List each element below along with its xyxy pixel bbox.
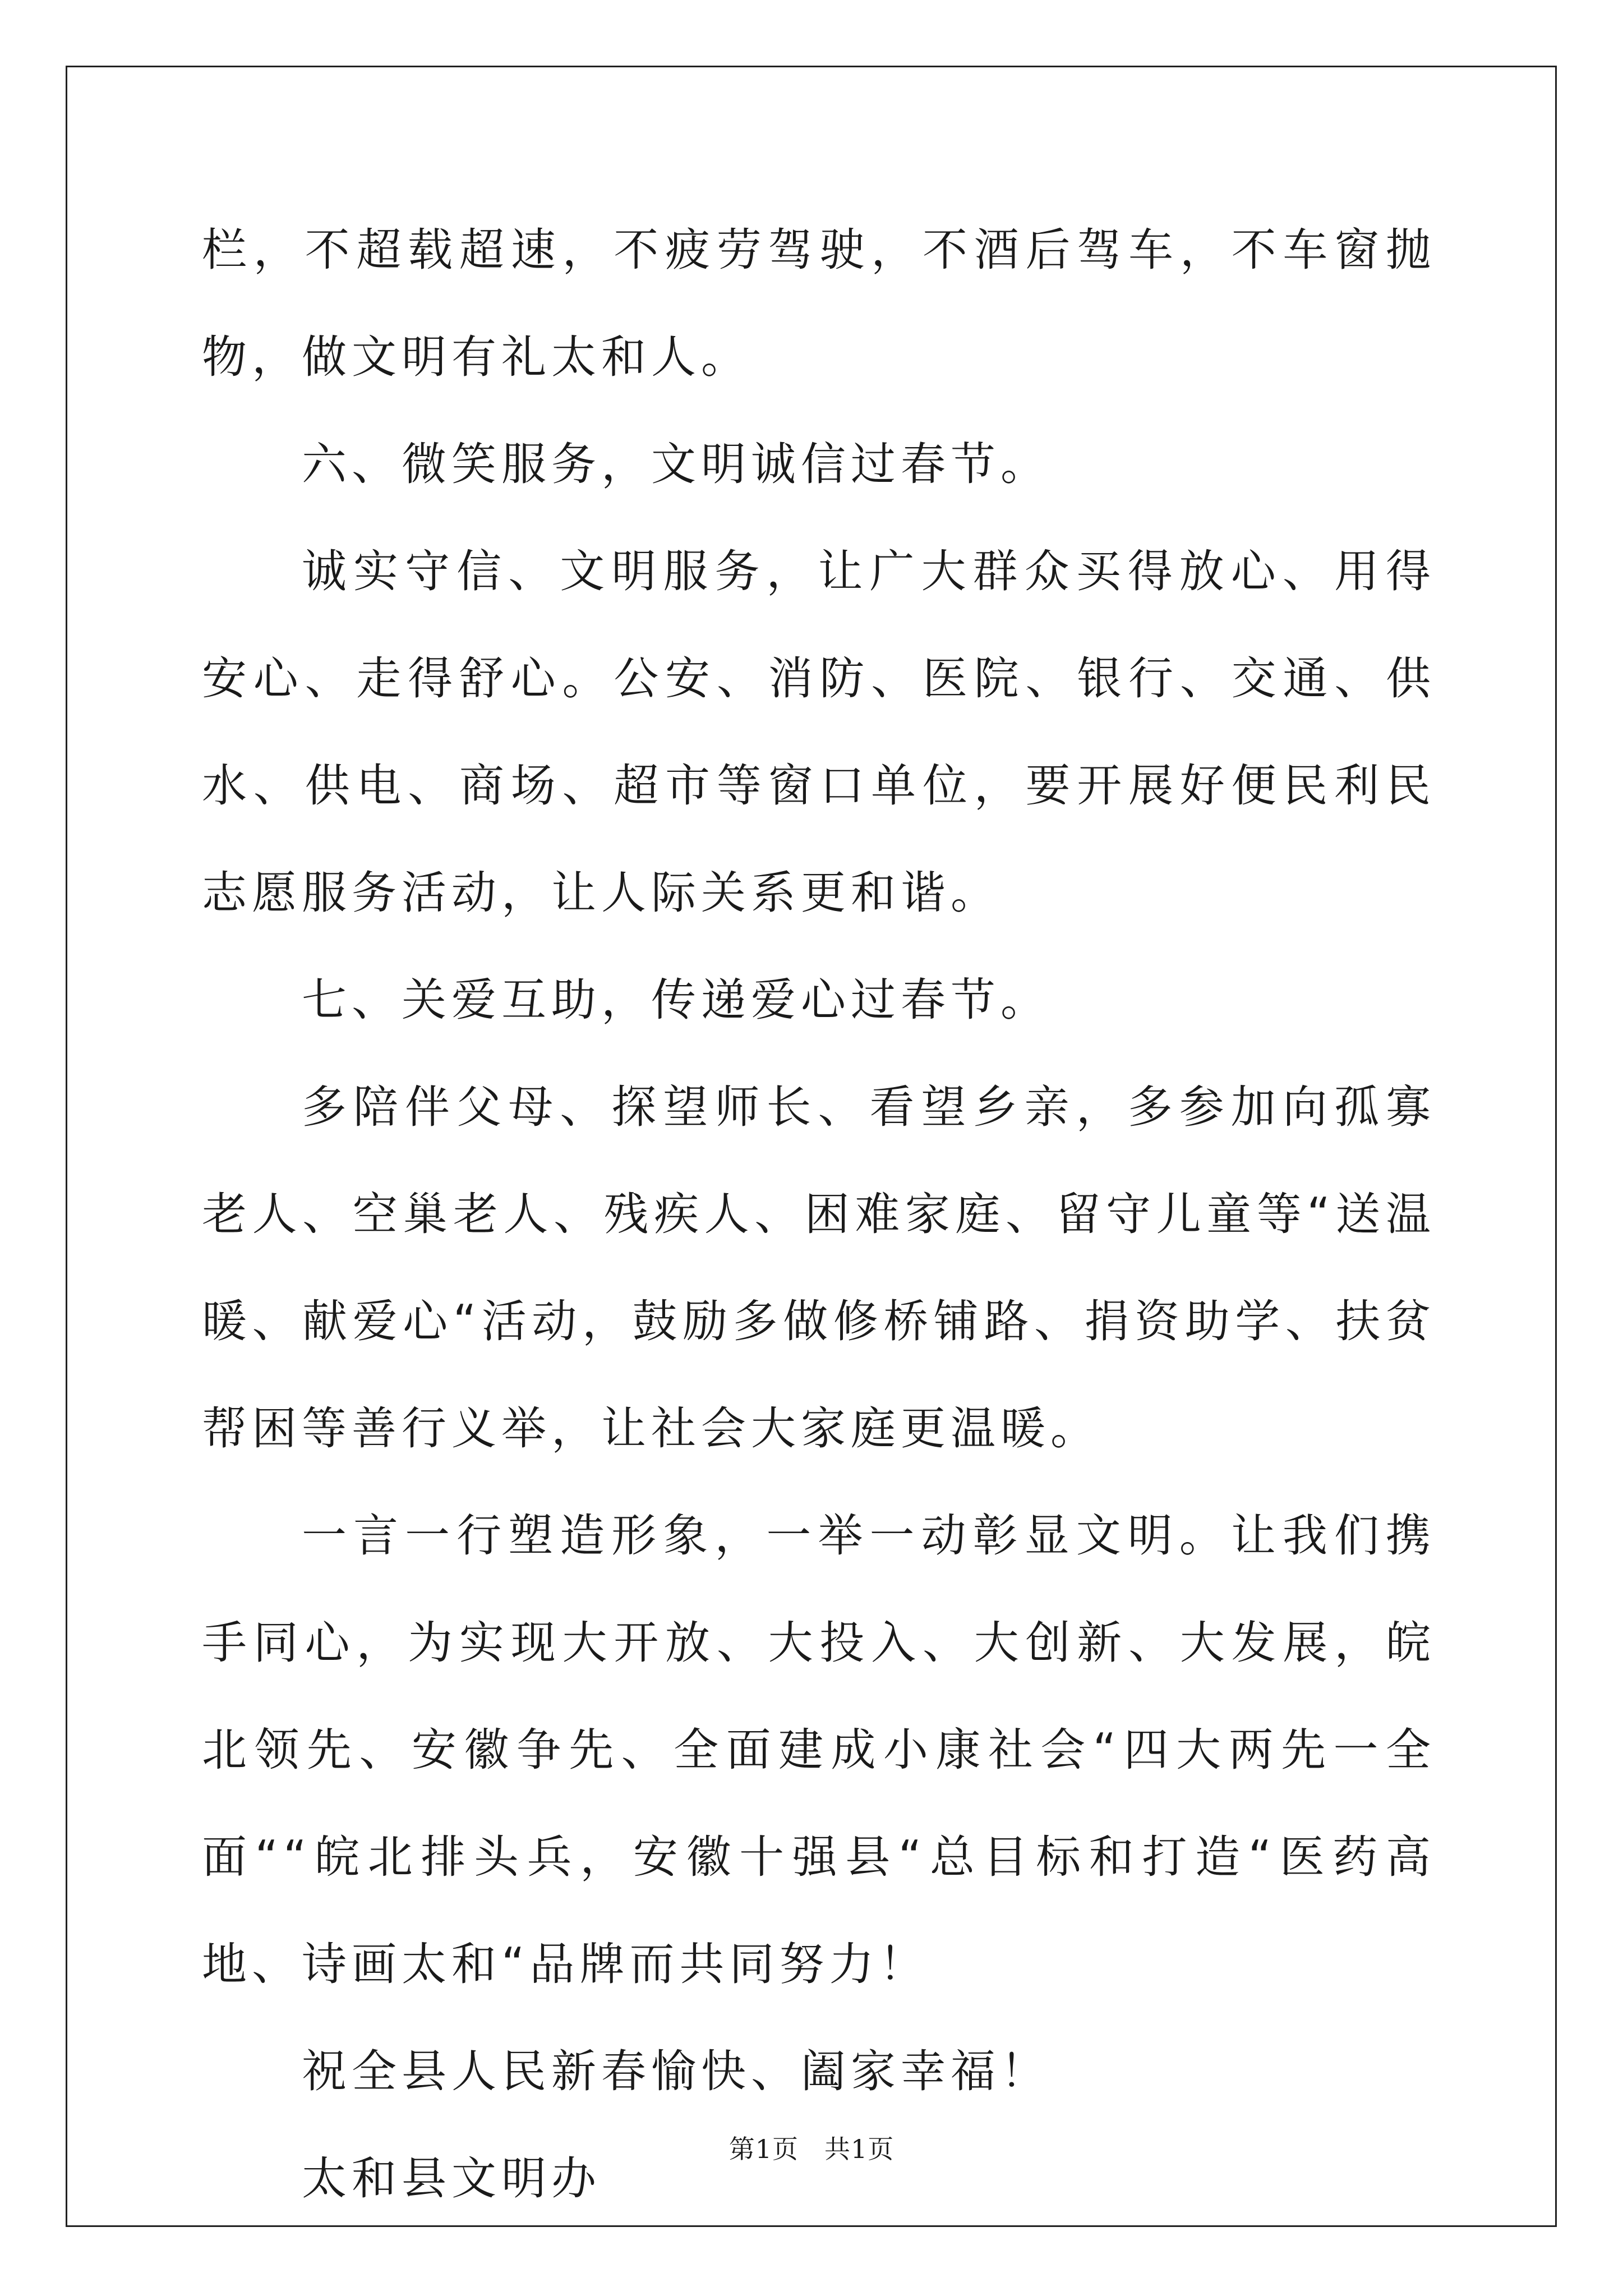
paragraph-6: 一言一行塑造形象，一举一动彰显文明。让我们携手同心，为实现大开放、大投入、大创新、大发展，皖北领先、安徽争先、全面建成小康社会“四大两先一全面““皖北排头兵，安徽十强县“总目标和打造“医药高地、诗画太和“品牌而共同努力！ (202, 1510, 1436, 1990)
page-total: 共1页 (824, 2134, 895, 2164)
paragraph-2: 六、微笑服务，文明诚信过春节。 (302, 438, 1050, 490)
page-footer (0, 2129, 1623, 2166)
paragraph-1: 栏，不超载超速，不疲劳驾驶，不酒后驾车，不车窗抛物，做文明有礼太和人。 (202, 224, 1436, 383)
paragraph-7: 祝全县人民新春愉快、阖家幸福！ (302, 2045, 1050, 2097)
paragraph-5: 多陪伴父母、探望师长、看望乡亲，多参加向孤寡老人、空巢老人、残疾人、困难家庭、留守儿童等“送温暖、献爱心“活动，鼓励多做修桥铺路、捐资助学、扶贫帮困等善行义举，让社会大家庭更温暖。 (202, 1081, 1436, 1455)
paragraph-4: 七、关爱互助，传递爱心过春节。 (302, 974, 1050, 1026)
page-number: 第1页 (728, 2134, 799, 2164)
document-body (202, 196, 1436, 2232)
paragraph-3: 诚实守信、文明服务，让广大群众买得放心、用得安心、走得舒心。公安、消防、医院、银行、交通、供水、供电、商场、超市等窗口单位，要开展好便民利民志愿服务活动，让人际关系更和谐。 (202, 545, 1436, 919)
paragraph-8: 太和县文明办 (302, 2152, 601, 2205)
